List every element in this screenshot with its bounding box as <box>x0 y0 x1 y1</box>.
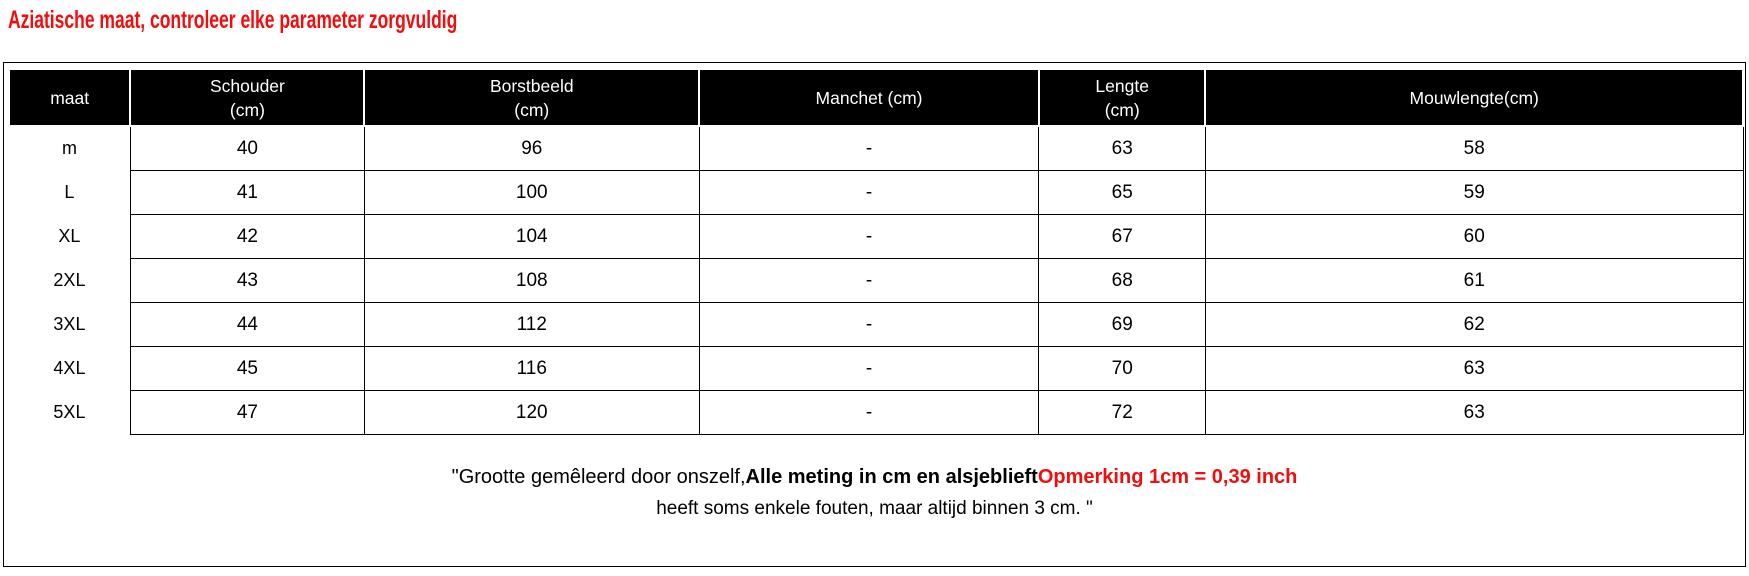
table-row <box>9 215 1743 259</box>
value-cell: 96 <box>364 126 699 171</box>
size-cell: 3XL <box>53 314 86 334</box>
table-row <box>9 347 1743 391</box>
value-cell: - <box>699 391 1039 435</box>
column-header-line: (cm) <box>514 99 550 120</box>
value-cell: 43 <box>130 259 364 303</box>
column-header-manchet <box>699 69 1039 126</box>
size-cell: 2XL <box>53 270 86 290</box>
size-cell: m <box>61 138 77 159</box>
column-header-mouwlengte <box>1205 69 1743 126</box>
size-cell: 5XL <box>53 402 86 422</box>
page-title: Aziatische maat, controleer elke parameter zorgvuldig <box>8 6 458 34</box>
size-cell: XL <box>58 226 81 246</box>
value-cell: 120 <box>364 391 699 435</box>
table-row <box>9 391 1743 435</box>
content-frame <box>3 62 1746 567</box>
value-cell: 60 <box>1205 215 1743 259</box>
value-cell: 40 <box>130 126 364 171</box>
note-text-bold: Alle meting in cm en alsjeblieft <box>745 466 1038 488</box>
column-header-lengte <box>1039 69 1205 126</box>
value-cell: 58 <box>1205 126 1743 171</box>
value-cell: 61 <box>1205 259 1743 303</box>
value-cell: 72 <box>1039 391 1205 435</box>
column-header-line: maat <box>50 87 90 108</box>
size-table <box>8 68 1744 435</box>
header-row <box>9 69 1743 126</box>
column-header-line: Lengte <box>1095 75 1149 96</box>
value-cell: 68 <box>1039 259 1205 303</box>
value-cell: 69 <box>1039 303 1205 347</box>
value-cell: 65 <box>1039 171 1205 215</box>
value-cell: 112 <box>364 303 699 347</box>
value-cell: 41 <box>130 171 364 215</box>
table-row <box>9 303 1743 347</box>
value-cell: - <box>699 303 1039 347</box>
size-table-body <box>9 126 1743 435</box>
size-table-header <box>9 69 1743 126</box>
value-cell: - <box>699 126 1039 171</box>
column-header-schouder <box>130 69 364 126</box>
note-text-regular: "Grootte gemêleerd door onszelf, <box>451 466 746 488</box>
column-header-line: Manchet (cm) <box>815 87 923 108</box>
value-cell: 63 <box>1205 347 1743 391</box>
column-header-line: Schouder <box>209 75 285 96</box>
value-cell: 67 <box>1039 215 1205 259</box>
column-header-line: (cm) <box>1104 99 1140 120</box>
column-header-line: Borstbeeld <box>489 75 574 96</box>
table-row <box>9 126 1743 171</box>
value-cell: 70 <box>1039 347 1205 391</box>
value-cell: - <box>699 259 1039 303</box>
column-header-borstbeeld <box>364 69 699 126</box>
value-cell: 100 <box>364 171 699 215</box>
value-cell: 62 <box>1205 303 1743 347</box>
value-cell: 104 <box>364 215 699 259</box>
value-cell: 63 <box>1039 126 1205 171</box>
value-cell: 42 <box>130 215 364 259</box>
value-cell: 47 <box>130 391 364 435</box>
value-cell: 45 <box>130 347 364 391</box>
value-cell: 44 <box>130 303 364 347</box>
size-cell: L <box>64 182 75 202</box>
table-row <box>9 259 1743 303</box>
value-cell: 116 <box>364 347 699 391</box>
value-cell: - <box>699 347 1039 391</box>
measurement-note <box>4 461 1745 525</box>
value-cell: - <box>699 171 1039 215</box>
value-cell: - <box>699 215 1039 259</box>
value-cell: 108 <box>364 259 699 303</box>
note-text-red: Opmerking 1cm = 0,39 inch <box>1037 466 1298 488</box>
size-cell: 4XL <box>53 358 86 378</box>
column-header-maat <box>9 69 130 126</box>
value-cell: 63 <box>1205 391 1743 435</box>
note-line-1 <box>4 461 1745 493</box>
table-row <box>9 171 1743 215</box>
column-header-line: (cm) <box>229 99 265 120</box>
value-cell: 59 <box>1205 171 1743 215</box>
note-line-2: heeft soms enkele fouten, maar altijd binnen 3 cm. " <box>656 498 1093 519</box>
column-header-line: Mouwlengte(cm) <box>1409 87 1539 108</box>
